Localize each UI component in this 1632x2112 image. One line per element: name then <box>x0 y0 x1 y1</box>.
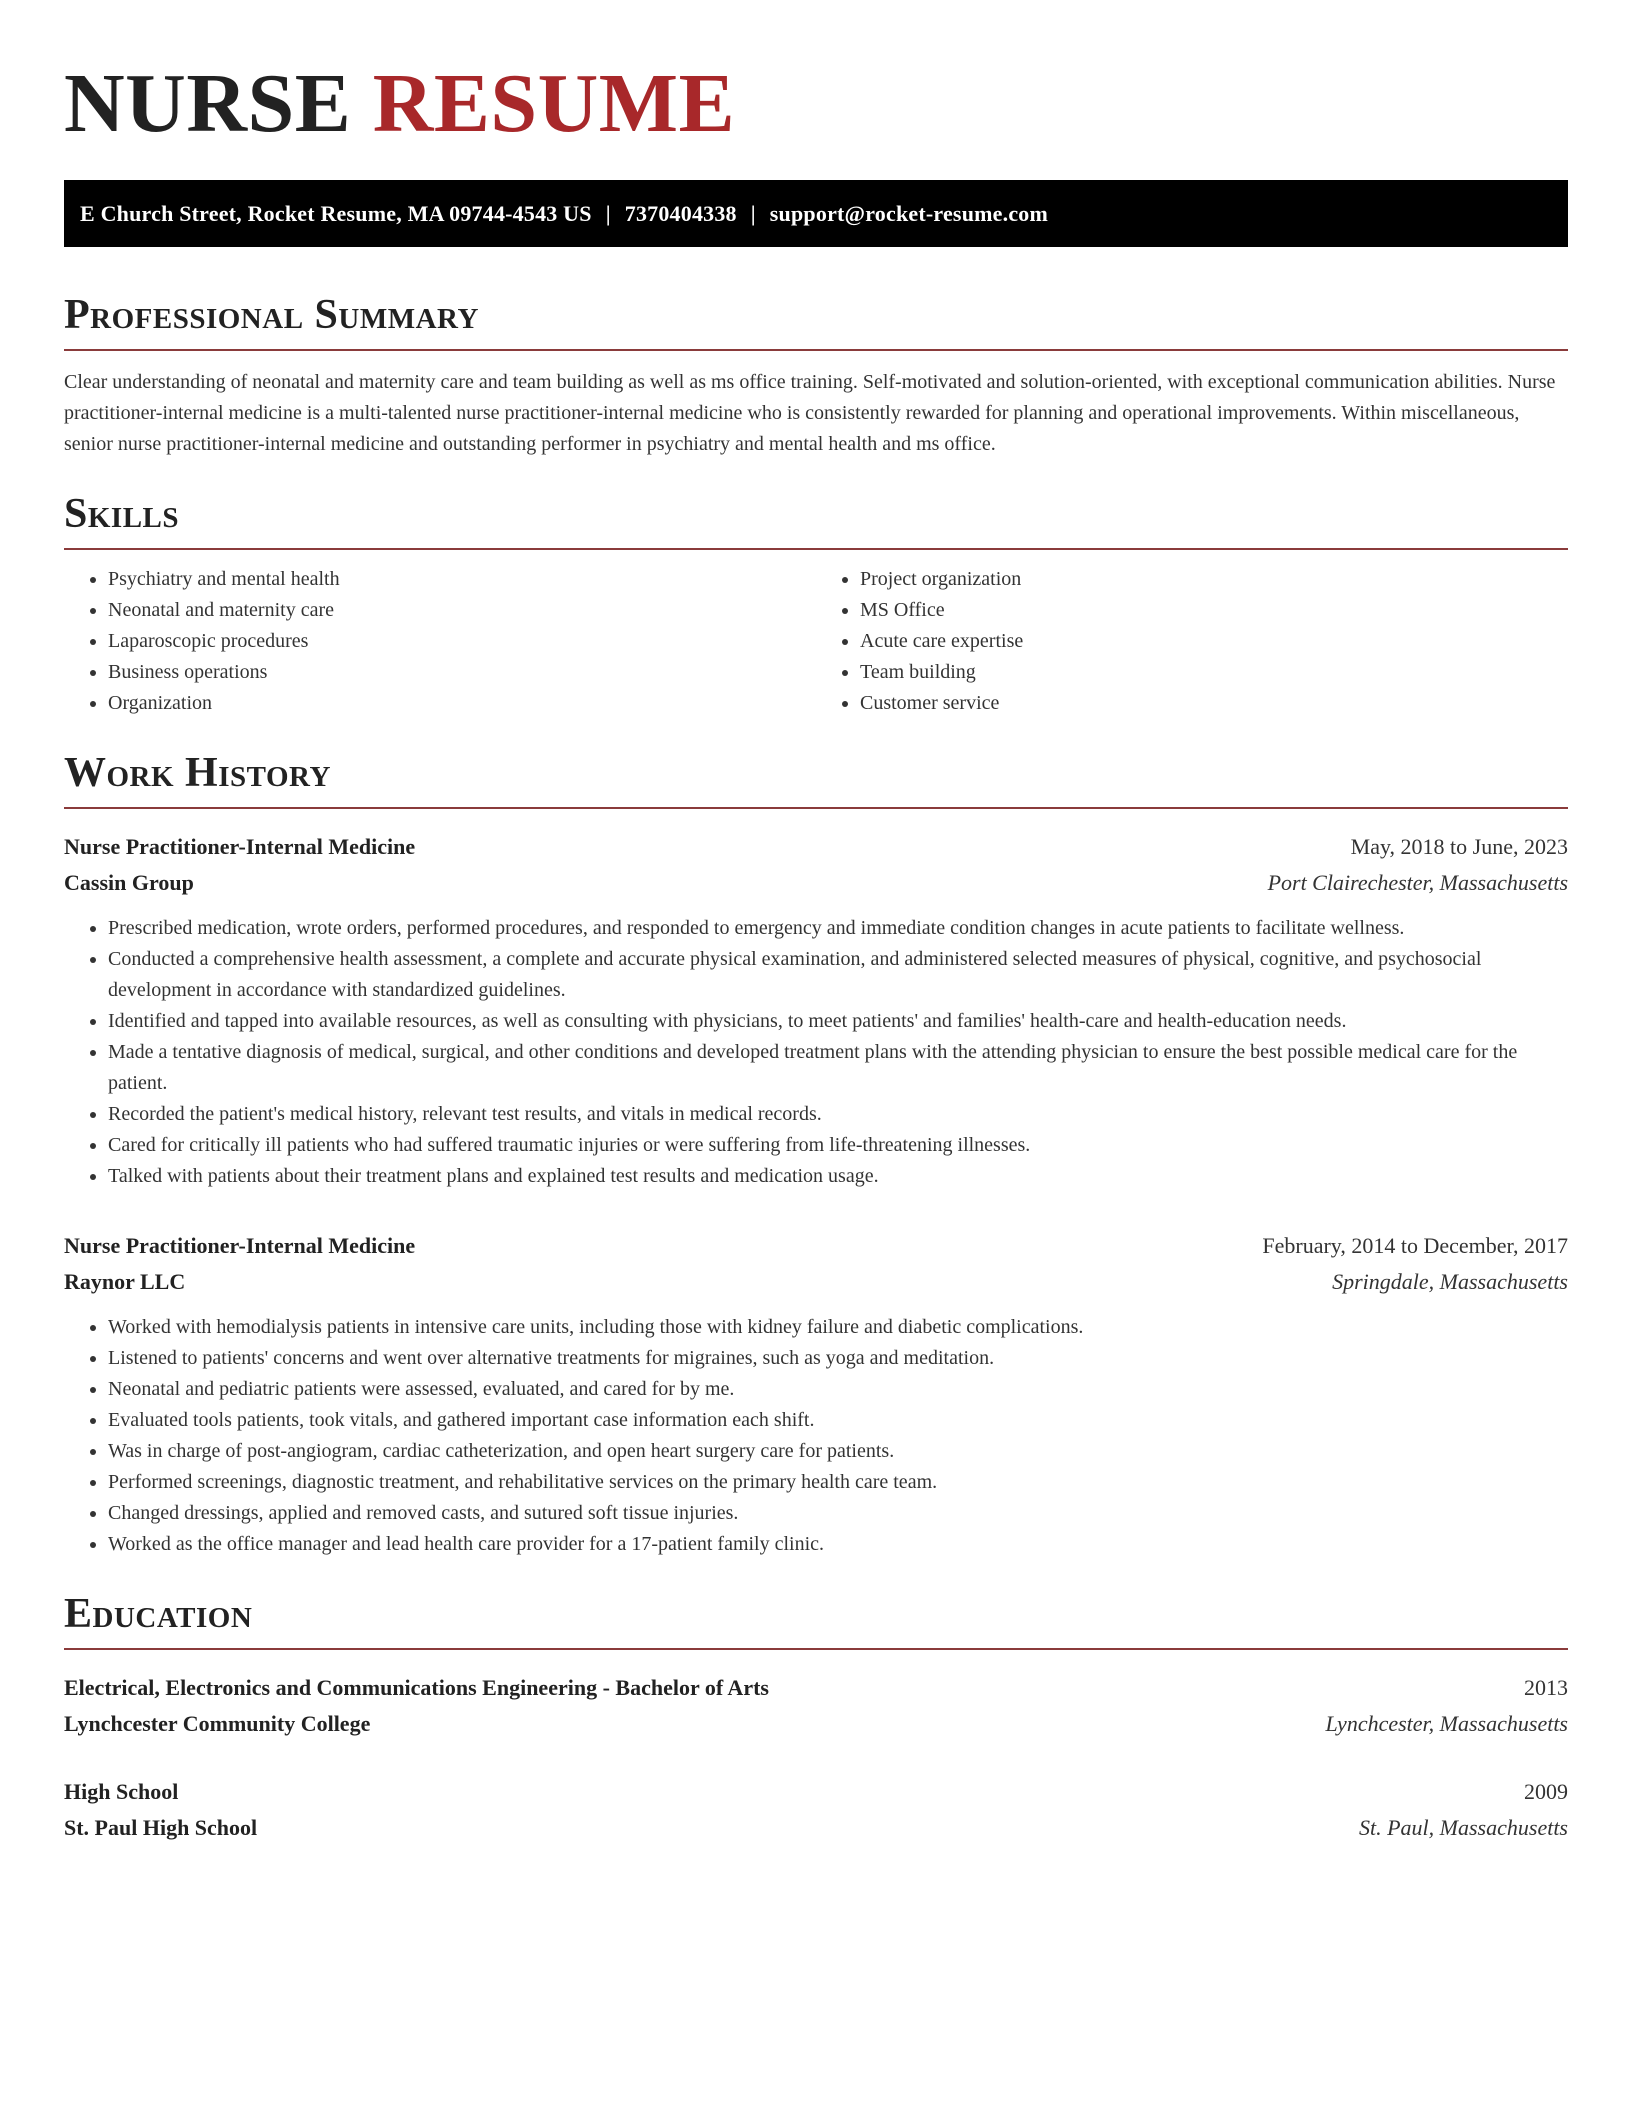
job-bullet: • Prescribed medication, wrote orders, performed procedures, and responded to emergency and immediate condition changes in acute patients to facilitate wellness. <box>108 913 1568 944</box>
job-position: Nurse Practitioner-Internal Medicine <box>64 1233 416 1258</box>
resume-title <box>64 58 1568 150</box>
skills-columns <box>64 564 1568 719</box>
job-entry <box>64 829 1568 1192</box>
skill-item: • Project organization <box>860 564 1568 595</box>
job-bullet: • Evaluated tools patients, took vitals, and gathered important case information each shift. <box>108 1405 1568 1436</box>
job-bullet: • Was in charge of post-angiogram, cardiac catheterization, and open heart surgery care for patients. <box>108 1436 1568 1467</box>
job-header-row <box>64 829 1568 865</box>
skill-item: • Organization <box>108 688 816 719</box>
section-title-education: Education <box>64 1590 1568 1650</box>
job-header-row <box>64 1228 1568 1264</box>
education-location: St. Paul, Massachusetts <box>1359 1815 1568 1840</box>
section-title-work-history: Work History <box>64 749 1568 809</box>
job-bullet: • Talked with patients about their treatment plans and explained test results and medication usage. <box>108 1161 1568 1192</box>
skill-item: • Team building <box>860 657 1568 688</box>
job-entry <box>64 1228 1568 1560</box>
skill-item: • Laparoscopic procedures <box>108 626 816 657</box>
title-accent: RESUME <box>372 57 736 150</box>
education-degree: High School <box>64 1779 179 1804</box>
job-dates: February, 2014 to December, 2017 <box>1262 1233 1568 1258</box>
resume-page <box>64 0 1568 1846</box>
contact-email[interactable]: support@rocket-resume.com <box>769 201 1049 226</box>
job-company: Cassin Group <box>64 870 194 895</box>
job-bullet: • Neonatal and pediatric patients were assessed, evaluated, and cared for by me. <box>108 1374 1568 1405</box>
section-title-skills: Skills <box>64 490 1568 550</box>
job-bullet: • Identified and tapped into available resources, as well as consulting with physicians, to meet patients' and families' health-care and health-education needs. <box>108 1006 1568 1037</box>
education-school: St. Paul High School <box>64 1815 258 1840</box>
skills-list-left <box>64 564 816 719</box>
job-bullet: • Performed screenings, diagnostic treatment, and rehabilitative services on the primary health care team. <box>108 1467 1568 1498</box>
job-bullet: • Conducted a comprehensive health assessment, a complete and accurate physical examination, and administered selected measures of physical, cognitive, and psychosocial development in accordance with standardized guidelines. <box>108 944 1568 1006</box>
education-degree-row <box>64 1774 1568 1810</box>
job-company-row <box>64 1264 1568 1300</box>
education-year: 2013 <box>1524 1675 1568 1700</box>
education-school-row <box>64 1706 1568 1742</box>
skill-item: • Psychiatry and mental health <box>108 564 816 595</box>
contact-separator: | <box>605 201 611 226</box>
job-bullet: • Worked with hemodialysis patients in intensive care units, including those with kidney failure and diabetic complications. <box>108 1312 1568 1343</box>
section-title-summary: Professional Summary <box>64 291 1568 351</box>
education-entry <box>64 1670 1568 1742</box>
job-bullet: • Worked as the office manager and lead health care provider for a 17-patient family clinic. <box>108 1529 1568 1560</box>
contact-phone: 7370404338 <box>624 201 737 226</box>
education-degree-row <box>64 1670 1568 1706</box>
title-main: NURSE <box>64 57 352 150</box>
skill-item: • Neonatal and maternity care <box>108 595 816 626</box>
job-position: Nurse Practitioner-Internal Medicine <box>64 834 416 859</box>
education-degree: Electrical, Electronics and Communications Engineering - Bachelor of Arts <box>64 1675 769 1700</box>
skill-item: • Business operations <box>108 657 816 688</box>
contact-separator: | <box>750 201 756 226</box>
education-entry <box>64 1774 1568 1846</box>
skills-list-right <box>816 564 1568 719</box>
education-year: 2009 <box>1524 1779 1568 1804</box>
education-school-row <box>64 1810 1568 1846</box>
job-location: Springdale, Massachusetts <box>1332 1269 1568 1294</box>
job-bullet: • Changed dressings, applied and removed casts, and sutured soft tissue injuries. <box>108 1498 1568 1529</box>
job-bullets <box>64 1312 1568 1560</box>
education-school: Lynchcester Community College <box>64 1711 371 1736</box>
job-bullet: • Cared for critically ill patients who had suffered traumatic injuries or were suffering from life-threatening illnesses. <box>108 1130 1568 1161</box>
job-bullet: • Made a tentative diagnosis of medical, surgical, and other conditions and developed treatment plans with the attending physician to ensure the best possible medical care for the patient. <box>108 1037 1568 1099</box>
job-bullets <box>64 913 1568 1192</box>
contact-bar <box>64 180 1568 247</box>
skill-item: • MS Office <box>860 595 1568 626</box>
job-company: Raynor LLC <box>64 1269 186 1294</box>
skill-item: • Acute care expertise <box>860 626 1568 657</box>
job-bullet: • Listened to patients' concerns and went over alternative treatments for migraines, such as yoga and meditation. <box>108 1343 1568 1374</box>
job-location: Port Clairechester, Massachusetts <box>1267 870 1568 895</box>
skill-item: • Customer service <box>860 688 1568 719</box>
job-dates: May, 2018 to June, 2023 <box>1350 834 1568 859</box>
contact-address: E Church Street, Rocket Resume, MA 09744-4543 US <box>80 201 592 226</box>
education-location: Lynchcester, Massachusetts <box>1325 1711 1568 1736</box>
job-company-row <box>64 865 1568 901</box>
summary-text: Clear understanding of neonatal and maternity care and team building as well as ms office training. Self-motivated and solution-oriented, with exceptional communication abilities. Nurse practitioner-internal medicine is a multi-talented nurse practitioner-internal medicine who is consistently rewarded for planning and operational improvements. Within miscellaneous, senior nurse practitioner-internal medicine and outstanding performer in psychiatry and mental health and ms office. <box>64 371 1556 455</box>
job-bullet: • Recorded the patient's medical history, relevant test results, and vitals in medical records. <box>108 1099 1568 1130</box>
